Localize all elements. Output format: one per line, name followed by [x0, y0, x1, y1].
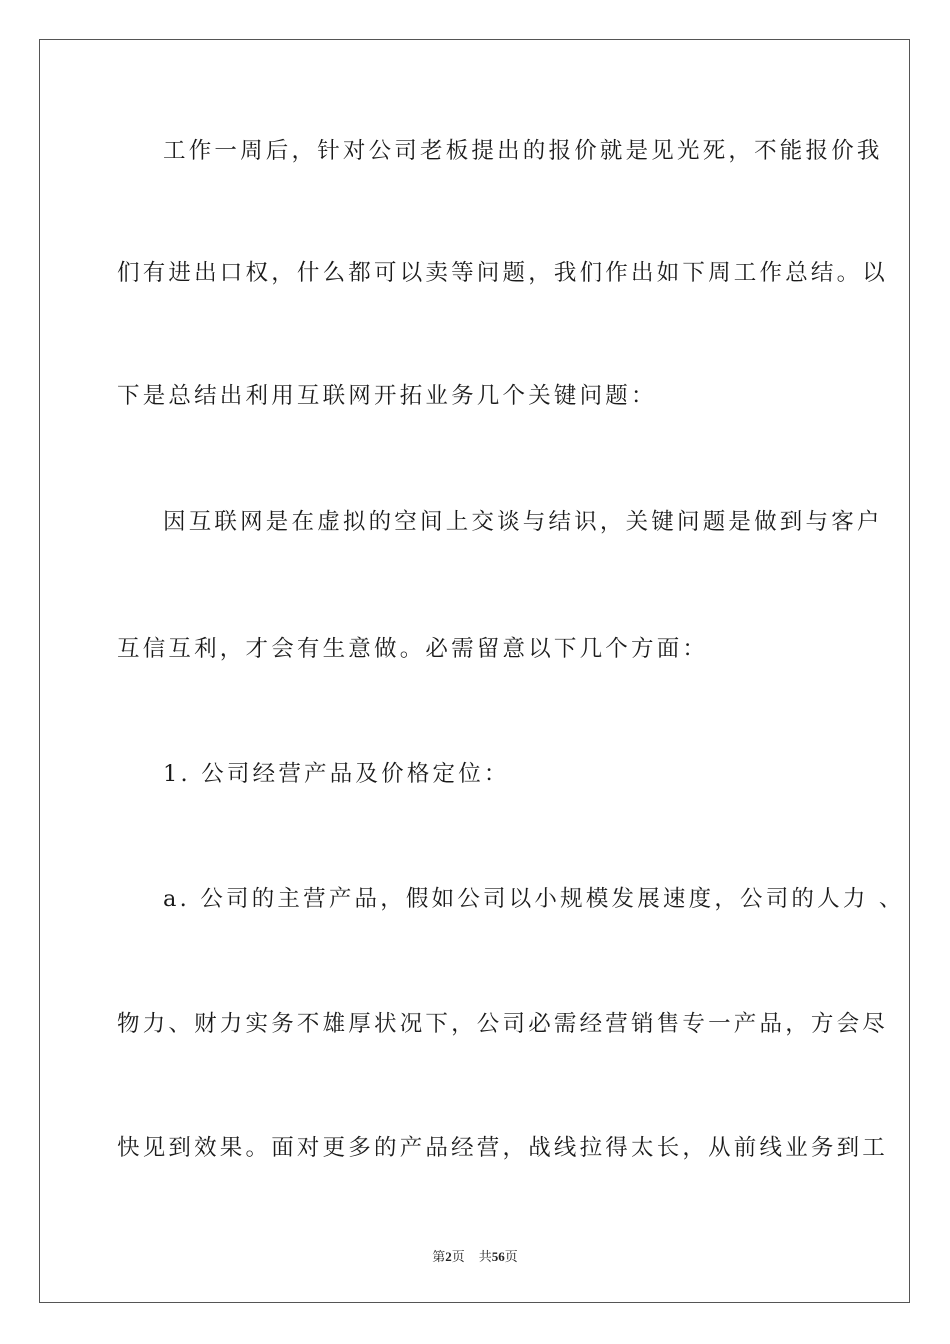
- paragraph-line-2: 们有进出口权，什么都可以卖等问题，我们作出如下周工作总结。以: [117, 260, 889, 286]
- paragraph-line-3: 下是总结出利用互联网开拓业务几个关键问题：: [117, 383, 657, 409]
- page-suffix: 页: [451, 1249, 465, 1264]
- total-pages-number: 56: [491, 1249, 505, 1264]
- paragraph-line-1: 工作一周后，针对公司老板提出的报价就是见光死，不能报价我: [163, 138, 883, 164]
- list-item-a-line-1: a. 公司的主营产品，假如公司以小规模发展速度，公司的人力 、: [163, 886, 905, 912]
- list-heading-1: 1. 公司经营产品及价格定位：: [163, 761, 510, 787]
- list-item-a-line-3: 快见到效果。面对更多的产品经营，战线拉得太长，从前线业务到工: [117, 1135, 889, 1161]
- page-prefix: 第: [432, 1249, 446, 1264]
- list-item-a-line-2: 物力、财力实务不雄厚状况下，公司必需经营销售专一产品，方会尽: [117, 1011, 889, 1037]
- page-footer: [0, 1246, 950, 1265]
- paragraph-line-4: 因互联网是在虚拟的空间上交谈与结识，关键问题是做到与客户: [163, 509, 883, 535]
- paragraph-line-5: 互信互利，才会有生意做。必需留意以下几个方面：: [117, 636, 709, 662]
- total-suffix: 页: [504, 1249, 518, 1264]
- current-page-number: 2: [445, 1249, 452, 1264]
- page-border: [39, 39, 910, 1303]
- total-prefix: 共: [478, 1249, 492, 1264]
